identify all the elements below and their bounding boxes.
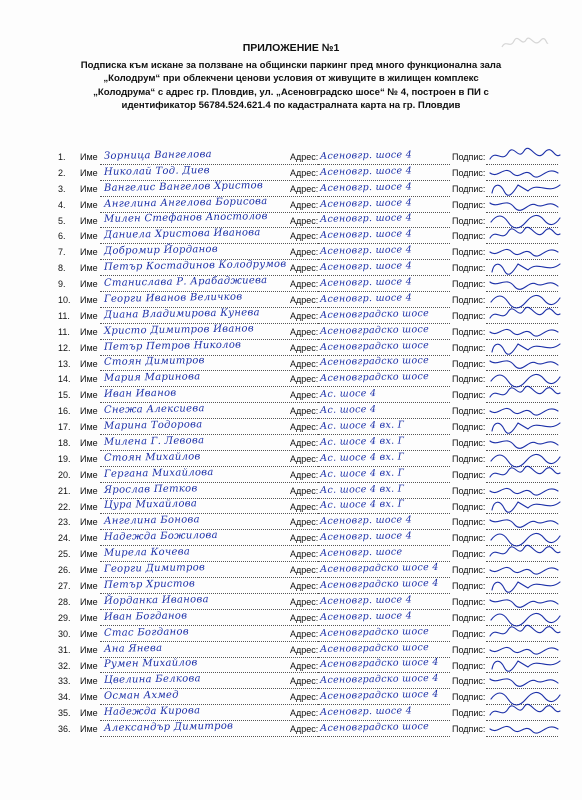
- address-label: Адрес:: [290, 422, 319, 433]
- row-number: 1.: [58, 152, 66, 162]
- handwritten-address: Асеновградско шосе: [319, 323, 430, 337]
- signature-label: Подпис:: [452, 485, 486, 496]
- signature-label: Подпис:: [452, 612, 486, 623]
- address-label: Адрес:: [290, 581, 319, 592]
- address-label: Адрес:: [290, 326, 319, 337]
- handwritten-address: Асеновградско шосе: [319, 339, 430, 353]
- name-label: Име: [80, 676, 98, 687]
- row-number: 22.: [58, 501, 71, 512]
- address-label: Адрес:: [290, 708, 319, 719]
- address-label: Адрес:: [290, 644, 319, 655]
- address-label: Адрес:: [290, 438, 319, 449]
- name-label: Име: [80, 342, 98, 353]
- name-label: Име: [80, 247, 98, 258]
- row-number: 19.: [58, 453, 71, 464]
- address-label: Адрес:: [290, 342, 319, 353]
- handwritten-address: Асеновгр. шосе 4: [319, 196, 413, 210]
- address-label: Адрес:: [290, 183, 319, 194]
- row-number: 35.: [58, 708, 71, 719]
- address-label: Адрес:: [290, 374, 319, 385]
- signature-label: Подпис:: [452, 263, 486, 274]
- address-label: Адрес:: [290, 390, 319, 401]
- handwritten-address-field: [318, 723, 450, 737]
- handwritten-address: Асеновградско шосе 4: [319, 577, 439, 591]
- signature-label: Подпис:: [452, 310, 486, 321]
- address-label: Адрес:: [290, 676, 319, 687]
- address-label: Адрес:: [290, 596, 319, 607]
- name-label: Име: [80, 279, 98, 290]
- row-number: 11.: [58, 310, 70, 321]
- name-label: Име: [80, 199, 98, 210]
- document-title: ПРИЛОЖЕНИЕ №1: [242, 42, 340, 54]
- handwritten-address: Асеновгр. шосе: [319, 546, 403, 560]
- header-line: „Колодрума“ с адрес гр. Пловдив, ул. „Асеновградско шосе“ № 4, построен в ПИ с: [93, 86, 489, 98]
- handwritten-address: Асеновгр. шосе 4: [319, 276, 413, 289]
- signature-label: Подпис:: [452, 199, 486, 210]
- address-label: Адрес:: [290, 517, 319, 528]
- name-label: Име: [80, 183, 98, 194]
- row-number: 29.: [58, 612, 71, 623]
- signature-label: Подпис:: [452, 644, 486, 655]
- address-label: Адрес:: [290, 612, 319, 623]
- signature-label: Подпис:: [452, 374, 486, 385]
- handwritten-address: Асеновградско шосе: [319, 625, 430, 639]
- handwritten-name: Иван Богданов: [103, 610, 188, 623]
- handwritten-address: Асеновгр. шосе 4: [319, 260, 413, 274]
- handwritten-address: Ас. шосе 4 вх. Г: [319, 419, 405, 432]
- handwritten-address: Асеновгр. шосе 4: [319, 610, 413, 623]
- name-label: Име: [80, 549, 98, 560]
- handwritten-name: Надежда Божилова: [103, 530, 218, 544]
- address-label: Адрес:: [290, 279, 319, 290]
- name-label: Име: [80, 581, 98, 592]
- handwritten-address: Асеновгр. шосе 4: [319, 292, 413, 305]
- signature-label: Подпис:: [452, 438, 486, 449]
- row-number: 27.: [58, 581, 71, 592]
- name-label: Име: [80, 565, 98, 576]
- handwritten-address: Асеновгр. шосе 4: [319, 530, 413, 544]
- signature-label: Подпис:: [452, 565, 486, 576]
- address-label: Адрес:: [290, 549, 319, 560]
- signature-label: Подпис:: [452, 406, 486, 417]
- address-label: Адрес:: [290, 167, 319, 178]
- handwritten-address: Ас. шосе 4: [319, 388, 377, 401]
- signature-label: Подпис:: [452, 692, 486, 703]
- address-label: Адрес:: [290, 152, 319, 162]
- signature-label: Подпис:: [452, 581, 486, 592]
- address-label: Адрес:: [290, 247, 319, 258]
- name-label: Име: [80, 310, 98, 321]
- handwritten-name: Георги Димитров: [103, 562, 206, 575]
- name-label: Име: [80, 167, 98, 178]
- signature-label: Подпис:: [452, 596, 486, 607]
- name-label: Име: [80, 406, 98, 417]
- handwritten-name: Станислава Р. Арабаджиева: [103, 275, 268, 289]
- row-number: 34.: [58, 692, 71, 703]
- signature-label: Подпис:: [452, 422, 486, 433]
- handwritten-address: Ас. шосе 4 вх. Г: [319, 467, 405, 480]
- handwritten-address: Асеновградско шосе 4: [319, 561, 439, 576]
- handwritten-address: Асеновгр. шосе 4: [319, 514, 413, 528]
- signature-label: Подпис:: [452, 183, 486, 194]
- handwritten-name: Милен Стефанов Апостолов: [103, 211, 268, 226]
- signature-label: Подпис:: [452, 342, 486, 353]
- address-label: Адрес:: [290, 628, 319, 639]
- handwritten-name: Вангелис Вангелов Христов: [103, 179, 264, 194]
- signature-label: Подпис:: [452, 358, 486, 369]
- signature-label: Подпис:: [452, 708, 486, 719]
- name-label: Име: [80, 453, 98, 464]
- row-number: 20.: [58, 469, 71, 480]
- header-line: идентификатор 56784.524.621.4 по кадастралната карта на гр. Пловдив: [121, 100, 461, 112]
- row-number: 14.: [58, 374, 71, 385]
- signature-label: Подпис:: [452, 533, 486, 544]
- signature-label: Подпис:: [452, 628, 486, 639]
- header-line: Подписка към искане за ползване на общински паркинг пред много функционална зала: [80, 59, 502, 71]
- row-number: 25.: [58, 549, 71, 560]
- signature-label: Подпис:: [452, 660, 486, 671]
- signature-label: Подпис:: [452, 152, 486, 162]
- handwritten-address: Асеновгр. шосе 4: [319, 705, 413, 719]
- name-label: Име: [80, 326, 98, 337]
- signature-list: [58, 150, 578, 738]
- row-number: 4.: [58, 199, 66, 210]
- handwritten-name: Цура Михайлова: [103, 498, 198, 512]
- address-label: Адрес:: [290, 485, 319, 496]
- handwritten-address: Ас. шосе 4: [319, 404, 377, 417]
- handwritten-name: Георги Иванов Величков: [103, 291, 243, 305]
- address-label: Адрес:: [290, 453, 319, 464]
- address-label: Адрес:: [290, 724, 319, 735]
- address-label: Адрес:: [290, 231, 319, 242]
- name-label: Име: [80, 628, 98, 639]
- handwritten-name: Стас Богданов: [103, 626, 190, 639]
- row-number: 21.: [58, 485, 71, 496]
- row-number: 31.: [58, 644, 71, 655]
- signature-label: Подпис:: [452, 390, 486, 401]
- document-header: [40, 42, 542, 113]
- handwritten-name: Румен Михайлов: [103, 657, 198, 671]
- handwritten-name: Добромир Йорданов: [103, 244, 219, 258]
- address-label: Адрес:: [290, 310, 319, 321]
- handwritten-name: Гергана Михайлова: [103, 466, 214, 480]
- row-number: 24.: [58, 533, 71, 544]
- signature-scribble-icon: [488, 719, 562, 739]
- row-number: 36.: [58, 724, 71, 735]
- handwritten-name: Александър Димитров: [103, 720, 234, 734]
- name-label: Име: [80, 295, 98, 306]
- handwritten-name: Ярослав Петков: [103, 482, 198, 496]
- address-label: Адрес:: [290, 199, 319, 210]
- signature-label: Подпис:: [452, 676, 486, 687]
- handwritten-name: Осман Ахмед: [103, 689, 179, 703]
- handwritten-name: Йорданка Иванова: [103, 593, 209, 607]
- row-number: 26.: [58, 565, 71, 576]
- handwritten-name: Марина Тодорова: [103, 419, 203, 432]
- name-label: Име: [80, 422, 98, 433]
- handwritten-address: Асеновградско шосе: [319, 355, 430, 369]
- name-label: Име: [80, 438, 98, 449]
- handwritten-address: Асеновградско шосе: [319, 307, 430, 321]
- handwritten-address: Асеновгр. шосе 4: [319, 181, 413, 194]
- header-line: „Колодрум“ при облекчени ценови условия от живущите в жилищен комплекс: [103, 73, 479, 85]
- row-number: 13.: [58, 358, 71, 369]
- handwritten-address: Асеновгр. шосе 4: [319, 212, 413, 226]
- row-number: 33.: [58, 676, 71, 687]
- name-label: Име: [80, 612, 98, 623]
- name-label: Име: [80, 533, 98, 544]
- signature-label: Подпис:: [452, 517, 486, 528]
- address-label: Адрес:: [290, 263, 319, 274]
- handwritten-address: Асеновградско шосе 4: [319, 673, 439, 687]
- name-label: Име: [80, 692, 98, 703]
- address-label: Адрес:: [290, 501, 319, 512]
- handwritten-name: Зорница Вангелова: [103, 148, 212, 162]
- address-label: Адрес:: [290, 358, 319, 369]
- handwritten-address: Асеновградско шосе: [319, 371, 430, 385]
- handwritten-name: Диана Владимирова Кунева: [103, 307, 260, 321]
- handwritten-name: Стоян Димитров: [103, 355, 205, 369]
- name-label: Име: [80, 501, 98, 512]
- name-label: Име: [80, 215, 98, 226]
- address-label: Адрес:: [290, 215, 319, 226]
- handwritten-name: Ангелина Ангелова Борисова: [103, 195, 268, 210]
- handwritten-address: Асеновгр. шосе 4: [319, 594, 413, 607]
- name-label: Име: [80, 374, 98, 385]
- address-label: Адрес:: [290, 565, 319, 576]
- row-number: 2.: [58, 167, 66, 178]
- signature-label: Подпис:: [452, 549, 486, 560]
- handwritten-name: Иван Иванов: [103, 387, 177, 401]
- handwritten-name: Христо Димитров Иванов: [103, 323, 255, 337]
- handwritten-name: Надежда Кирова: [103, 705, 201, 718]
- row-number: 16.: [58, 406, 71, 417]
- row-number: 5.: [58, 215, 66, 226]
- row-number: 18.: [58, 438, 71, 449]
- name-label: Име: [80, 485, 98, 496]
- row-number: 6.: [58, 231, 66, 242]
- handwritten-name: Николай Тод. Диев: [103, 164, 210, 178]
- signature-label: Подпис:: [452, 215, 486, 226]
- signature-label: Подпис:: [452, 469, 486, 480]
- address-label: Адрес:: [290, 469, 319, 480]
- row-number: 11.: [58, 326, 70, 337]
- handwritten-name: Снежа Алексиева: [103, 403, 205, 417]
- name-label: Име: [80, 231, 98, 242]
- handwritten-address: Ас. шосе 4 вх. Г: [319, 435, 405, 448]
- address-label: Адрес:: [290, 533, 319, 544]
- handwritten-address: Асеновградско шосе 4: [319, 657, 439, 671]
- handwritten-address: Асеновградско шосе: [319, 641, 430, 655]
- row-number: 7.: [58, 247, 66, 258]
- name-label: Име: [80, 660, 98, 671]
- signature-label: Подпис:: [452, 501, 486, 512]
- name-label: Име: [80, 517, 98, 528]
- handwritten-name: Мария Маринова: [103, 371, 201, 385]
- name-label: Име: [80, 724, 98, 735]
- handwritten-name: Петър Петров Николов: [103, 339, 242, 353]
- handwritten-address: Ас. шосе 4 вх. Г: [319, 451, 405, 464]
- handwritten-address: Асеновгр. шосе 4: [319, 149, 413, 162]
- name-label: Име: [80, 263, 98, 274]
- row-number: 15.: [58, 390, 71, 401]
- handwritten-name: Стоян Михайлов: [103, 451, 201, 464]
- name-label: Име: [80, 596, 98, 607]
- handwritten-address: Асеновгр. шосе 4: [319, 165, 413, 178]
- address-label: Адрес:: [290, 692, 319, 703]
- handwritten-name: Даниела Христова Иванова: [103, 227, 261, 242]
- handwritten-name: Цвелина Белкова: [103, 673, 201, 687]
- signature-label: Подпис:: [452, 167, 486, 178]
- handwritten-address: Ас. шосе 4 вх. Г: [319, 498, 405, 512]
- address-label: Адрес:: [290, 660, 319, 671]
- handwritten-address: Асеновградско шосе: [319, 721, 430, 734]
- handwritten-name: Петър Костадинов Колодрумов: [103, 258, 287, 274]
- name-label: Име: [80, 390, 98, 401]
- handwritten-address: Асеновградско шосе 4: [319, 689, 439, 703]
- row-number: 23.: [58, 517, 71, 528]
- name-label: Име: [80, 644, 98, 655]
- signature-label: Подпис:: [452, 231, 486, 242]
- signature-label: Подпис:: [452, 295, 486, 306]
- signature-label: Подпис:: [452, 724, 486, 735]
- handwritten-name: Петър Христов: [103, 578, 196, 591]
- signature-label: Подпис:: [452, 279, 486, 290]
- handwritten-name: Ангелина Бонова: [103, 514, 201, 528]
- row-number: 17.: [58, 422, 71, 433]
- signature-label: Подпис:: [452, 453, 486, 464]
- row-number: 9.: [58, 279, 66, 290]
- row-number: 8.: [58, 263, 66, 274]
- signature-label: Подпис:: [452, 326, 486, 337]
- address-label: Адрес:: [290, 295, 319, 306]
- row-number: 3.: [58, 183, 66, 194]
- name-label: Име: [80, 152, 98, 162]
- name-label: Име: [80, 469, 98, 480]
- signature-field: [486, 723, 558, 737]
- handwritten-address: Асеновгр. шосе 4: [319, 228, 413, 242]
- row-number: 12.: [58, 342, 71, 353]
- handwritten-name: Ана Янева: [103, 642, 163, 655]
- name-label: Име: [80, 708, 98, 719]
- signature-row: [58, 722, 578, 738]
- handwritten-name: Мирела Кочева: [103, 546, 191, 560]
- address-label: Адрес:: [290, 406, 319, 417]
- handwritten-address: Ас. шосе 4 вх. Г: [319, 483, 405, 496]
- row-number: 32.: [58, 660, 71, 671]
- name-label: Име: [80, 358, 98, 369]
- handwritten-address: Асеновгр. шосе 4: [319, 244, 413, 258]
- handwritten-name: Милена Г. Левова: [103, 435, 205, 448]
- row-number: 30.: [58, 628, 71, 639]
- row-number: 10.: [58, 295, 71, 306]
- signature-label: Подпис:: [452, 247, 486, 258]
- row-number: 28.: [58, 596, 71, 607]
